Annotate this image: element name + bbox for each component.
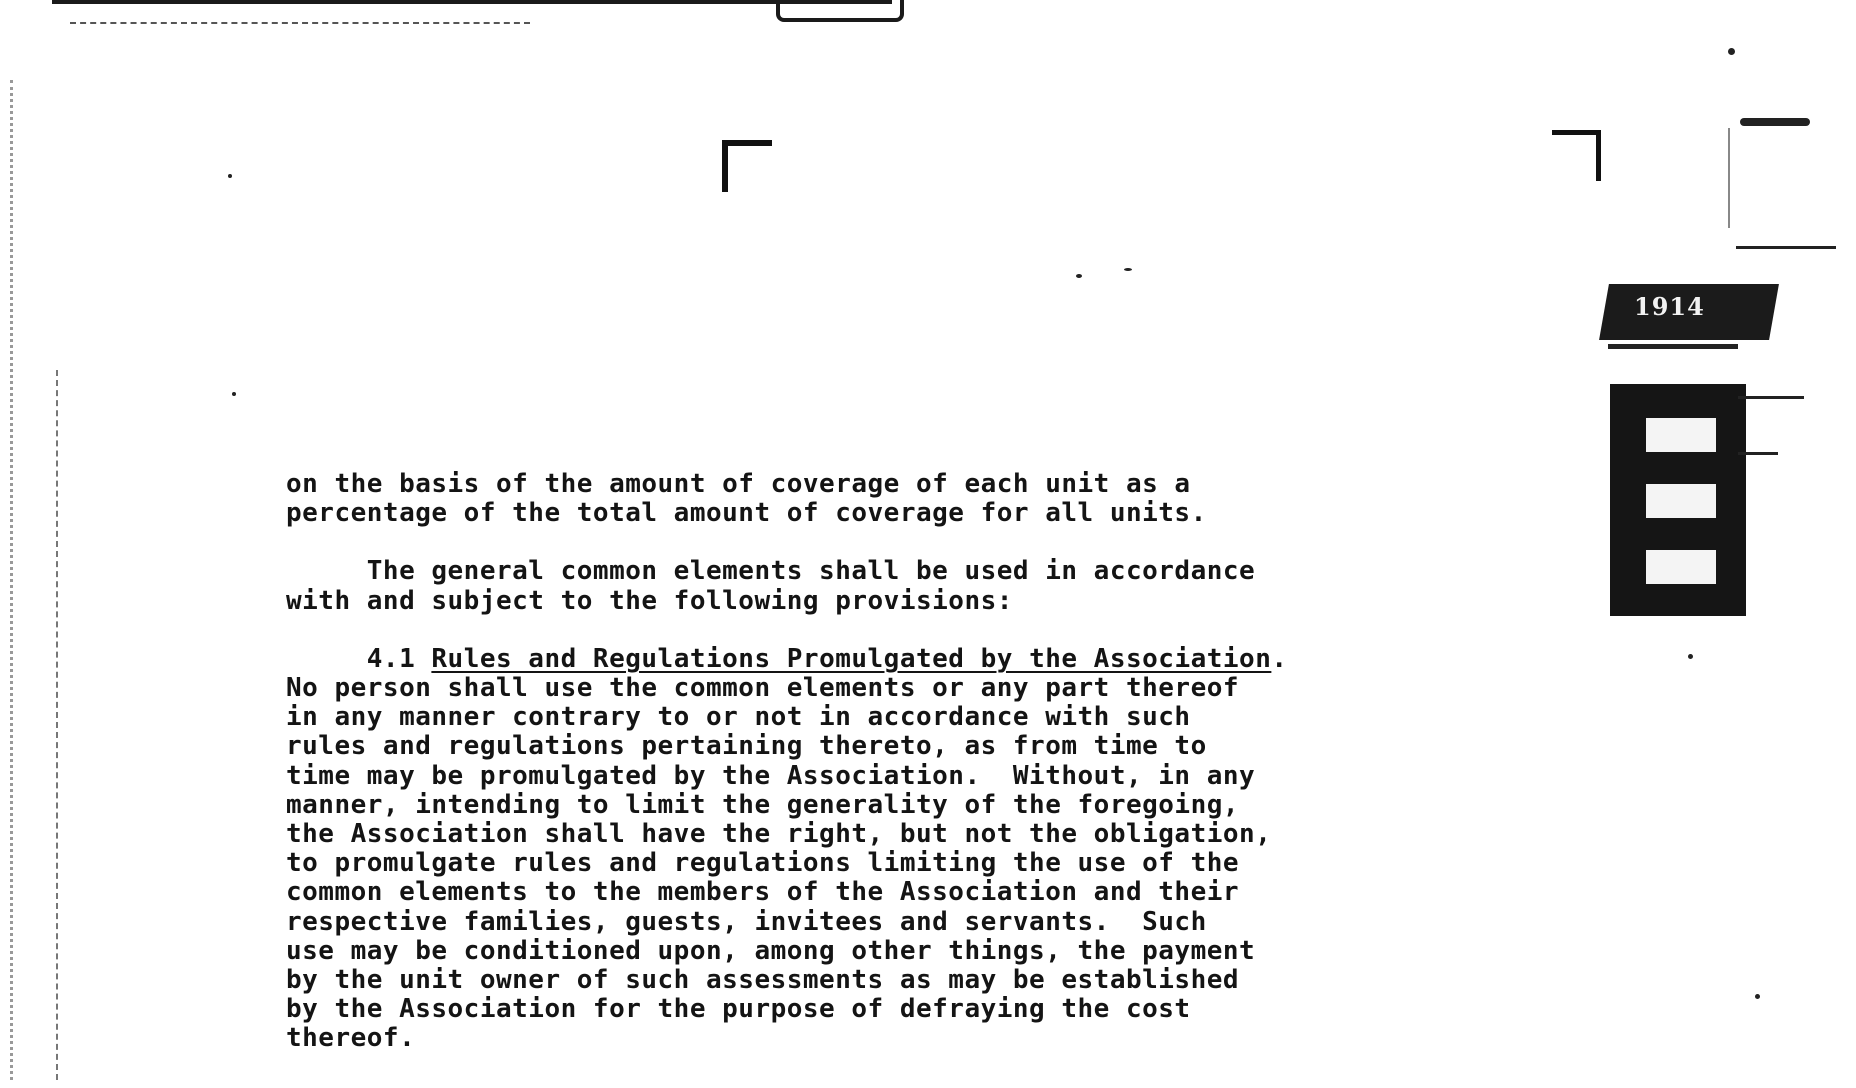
section-heading bbox=[286, 645, 1406, 674]
section-line: respective families, guests, invitees and servants. Such bbox=[286, 906, 1207, 937]
speck bbox=[228, 174, 232, 178]
section-line: time may be promulgated by the Association. Without, in any bbox=[286, 760, 1256, 791]
speck bbox=[1728, 48, 1735, 55]
left-edge-dots bbox=[10, 80, 13, 1080]
top-edge-curl bbox=[776, 0, 904, 22]
top-edge-rule bbox=[52, 0, 892, 11]
edge-line bbox=[1740, 118, 1810, 126]
speck bbox=[1076, 274, 1082, 278]
edge-stamp-label: 1914 bbox=[1634, 292, 1705, 321]
section-title-period: . bbox=[1271, 643, 1288, 674]
provisions-paragraph bbox=[286, 557, 1406, 615]
crop-mark-top-left bbox=[722, 140, 772, 192]
section-title: Rules and Regulations Promulgated by the Association bbox=[431, 643, 1272, 674]
crop-mark-top-right bbox=[1552, 130, 1601, 181]
edge-line bbox=[1736, 246, 1836, 249]
section-body bbox=[286, 674, 1406, 1054]
edge-line bbox=[1608, 344, 1738, 349]
edge-line bbox=[1738, 396, 1804, 399]
section-line: No person shall use the common elements or any part thereof bbox=[286, 673, 1240, 704]
provisions-line: with and subject to the following provisions: bbox=[286, 585, 1013, 616]
section-line: in any manner contrary to or not in accordance with such bbox=[286, 702, 1191, 733]
provisions-line: The general common elements shall be used in accordance bbox=[286, 556, 1256, 587]
speck bbox=[1755, 994, 1760, 999]
edge-ladder-artifact bbox=[1610, 384, 1746, 616]
section-line: rules and regulations pertaining thereto, as from time to bbox=[286, 731, 1207, 762]
top-edge-dashes bbox=[70, 22, 530, 24]
section-line: use may be conditioned upon, among other things, the payment bbox=[286, 935, 1256, 966]
section-line: by the Association for the purpose of defraying the cost bbox=[286, 994, 1191, 1025]
section-line: common elements to the members of the Association and their bbox=[286, 877, 1240, 908]
section-number: 4.1 bbox=[286, 643, 432, 674]
section-line: manner, intending to limit the generality of the foregoing, bbox=[286, 789, 1240, 820]
edge-line bbox=[1728, 128, 1730, 228]
document-body bbox=[286, 470, 1406, 1054]
section-line: the Association shall have the right, but not the obligation, bbox=[286, 819, 1272, 850]
speck bbox=[232, 392, 236, 396]
speck bbox=[1688, 654, 1693, 659]
section-line: by the unit owner of such assessments as may be established bbox=[286, 965, 1240, 996]
intro-line: percentage of the total amount of coverage for all units. bbox=[286, 498, 1207, 529]
section-line: to promulgate rules and regulations limiting the use of the bbox=[286, 848, 1240, 879]
section-line: thereof. bbox=[286, 1023, 416, 1054]
edge-line bbox=[1738, 452, 1778, 455]
speck bbox=[1124, 268, 1132, 271]
left-margin-dashes bbox=[56, 370, 58, 1080]
intro-line: on the basis of the amount of coverage of each unit as a bbox=[286, 469, 1191, 499]
intro-paragraph bbox=[286, 470, 1406, 528]
